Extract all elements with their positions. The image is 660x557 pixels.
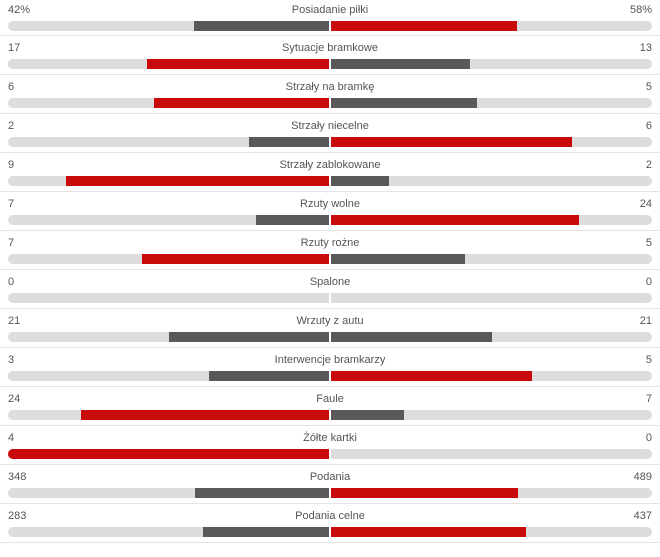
away-value: 5 <box>645 354 652 366</box>
away-value: 24 <box>639 198 652 210</box>
stat-label-line <box>8 431 652 445</box>
home-bar-fill <box>203 527 329 537</box>
away-bar-fill <box>331 215 579 225</box>
stat-label-line <box>8 3 652 17</box>
stat-row <box>0 192 660 231</box>
home-bar-fill <box>8 449 329 459</box>
stat-bar <box>8 488 652 498</box>
stat-bar <box>8 98 652 108</box>
away-bar-track <box>331 137 652 147</box>
home-bar-track <box>8 293 329 303</box>
home-bar-track <box>8 59 329 69</box>
home-bar-track <box>8 488 329 498</box>
away-bar-track <box>331 176 652 186</box>
home-bar-track <box>8 332 329 342</box>
stat-label-line <box>8 80 652 94</box>
away-value: 13 <box>639 42 652 54</box>
home-bar-fill <box>169 332 330 342</box>
away-bar-track <box>331 488 652 498</box>
away-bar-track <box>331 215 652 225</box>
home-bar-track <box>8 98 329 108</box>
stat-row <box>0 153 660 192</box>
away-value: 437 <box>633 510 652 522</box>
stat-name: Strzały na bramkę <box>285 81 375 93</box>
home-value: 4 <box>8 432 15 444</box>
away-bar-fill <box>331 98 477 108</box>
stat-row <box>0 426 660 465</box>
stat-name: Wrzuty z autu <box>296 315 364 327</box>
stat-bar <box>8 215 652 225</box>
stat-label-line <box>8 509 652 523</box>
home-bar-fill <box>142 254 329 264</box>
away-bar-track <box>331 21 652 31</box>
stat-row <box>0 270 660 309</box>
stat-name: Żółte kartki <box>303 432 357 444</box>
stat-label-line <box>8 119 652 133</box>
stat-label-line <box>8 392 652 406</box>
away-bar-track <box>331 449 652 459</box>
stat-name: Podania celne <box>295 510 365 522</box>
home-bar-fill <box>195 488 329 498</box>
stat-row <box>0 36 660 75</box>
home-value: 348 <box>8 471 27 483</box>
away-bar-track <box>331 98 652 108</box>
away-value: 7 <box>645 393 652 405</box>
home-bar-fill <box>154 98 329 108</box>
home-bar-track <box>8 410 329 420</box>
home-bar-fill <box>249 137 329 147</box>
stat-row <box>0 231 660 270</box>
stat-name: Posiadanie piłki <box>291 4 369 16</box>
home-value: 6 <box>8 81 15 93</box>
stat-name: Rzuty wolne <box>300 198 360 210</box>
stat-label-line <box>8 197 652 211</box>
home-value: 3 <box>8 354 15 366</box>
stat-name: Spalone <box>309 276 351 288</box>
home-bar-fill <box>147 59 329 69</box>
stat-row <box>0 309 660 348</box>
away-bar-track <box>331 293 652 303</box>
away-bar-track <box>331 527 652 537</box>
home-value: 17 <box>8 42 21 54</box>
away-bar-fill <box>331 332 492 342</box>
away-value: 489 <box>633 471 652 483</box>
away-value: 58% <box>629 4 652 16</box>
stat-label-line <box>8 236 652 250</box>
stat-bar <box>8 254 652 264</box>
home-bar-fill <box>194 21 329 31</box>
away-bar-fill <box>331 527 526 537</box>
stat-row <box>0 75 660 114</box>
stat-row <box>0 348 660 387</box>
stat-row <box>0 465 660 504</box>
stat-bar <box>8 21 652 31</box>
home-bar-fill <box>81 410 329 420</box>
stat-label-line <box>8 275 652 289</box>
away-bar-track <box>331 59 652 69</box>
home-bar-fill <box>256 215 329 225</box>
away-bar-fill <box>331 137 572 147</box>
home-value: 21 <box>8 315 21 327</box>
away-value: 0 <box>645 276 652 288</box>
home-bar-track <box>8 449 329 459</box>
away-value: 0 <box>645 432 652 444</box>
stat-bar <box>8 293 652 303</box>
home-bar-track <box>8 137 329 147</box>
stat-name: Strzały niecelne <box>291 120 369 132</box>
stat-bar <box>8 410 652 420</box>
stat-bar <box>8 527 652 537</box>
away-bar-track <box>331 254 652 264</box>
away-bar-fill <box>331 410 404 420</box>
home-bar-fill <box>66 176 329 186</box>
home-value: 0 <box>8 276 15 288</box>
stat-name: Strzały zablokowane <box>279 159 381 171</box>
stat-label-line <box>8 158 652 172</box>
stat-bar <box>8 449 652 459</box>
home-bar-track <box>8 215 329 225</box>
away-bar-fill <box>331 488 518 498</box>
stat-bar <box>8 332 652 342</box>
stat-name: Interwencje bramkarzy <box>274 354 386 366</box>
stat-row <box>0 387 660 426</box>
stat-name: Faule <box>316 393 344 405</box>
stat-label-line <box>8 41 652 55</box>
home-value: 7 <box>8 237 15 249</box>
home-value: 2 <box>8 120 15 132</box>
home-value: 283 <box>8 510 27 522</box>
stat-row <box>0 114 660 153</box>
stat-name: Rzuty rożne <box>300 237 360 249</box>
stat-bar <box>8 137 652 147</box>
away-bar-track <box>331 332 652 342</box>
home-value: 9 <box>8 159 15 171</box>
away-bar-track <box>331 410 652 420</box>
away-bar-track <box>331 371 652 381</box>
away-value: 2 <box>645 159 652 171</box>
away-value: 6 <box>645 120 652 132</box>
away-value: 21 <box>639 315 652 327</box>
stat-row <box>0 0 660 36</box>
away-bar-fill <box>331 176 389 186</box>
home-bar-track <box>8 527 329 537</box>
away-bar-fill <box>331 254 465 264</box>
home-value: 24 <box>8 393 21 405</box>
home-bar-track <box>8 254 329 264</box>
stat-label-line <box>8 314 652 328</box>
home-value: 42% <box>8 4 31 16</box>
stat-label-line <box>8 353 652 367</box>
stat-bar <box>8 176 652 186</box>
away-bar-fill <box>331 59 470 69</box>
stat-name: Podania <box>309 471 351 483</box>
stat-bar <box>8 59 652 69</box>
stat-name: Sytuacje bramkowe <box>282 42 378 54</box>
stat-label-line <box>8 470 652 484</box>
home-value: 7 <box>8 198 15 210</box>
away-value: 5 <box>645 237 652 249</box>
away-bar-fill <box>331 371 532 381</box>
stat-row <box>0 504 660 543</box>
home-bar-track <box>8 371 329 381</box>
away-bar-fill <box>331 21 517 31</box>
away-value: 5 <box>645 81 652 93</box>
home-bar-track <box>8 21 329 31</box>
home-bar-track <box>8 176 329 186</box>
home-bar-fill <box>209 371 329 381</box>
stat-bar <box>8 371 652 381</box>
